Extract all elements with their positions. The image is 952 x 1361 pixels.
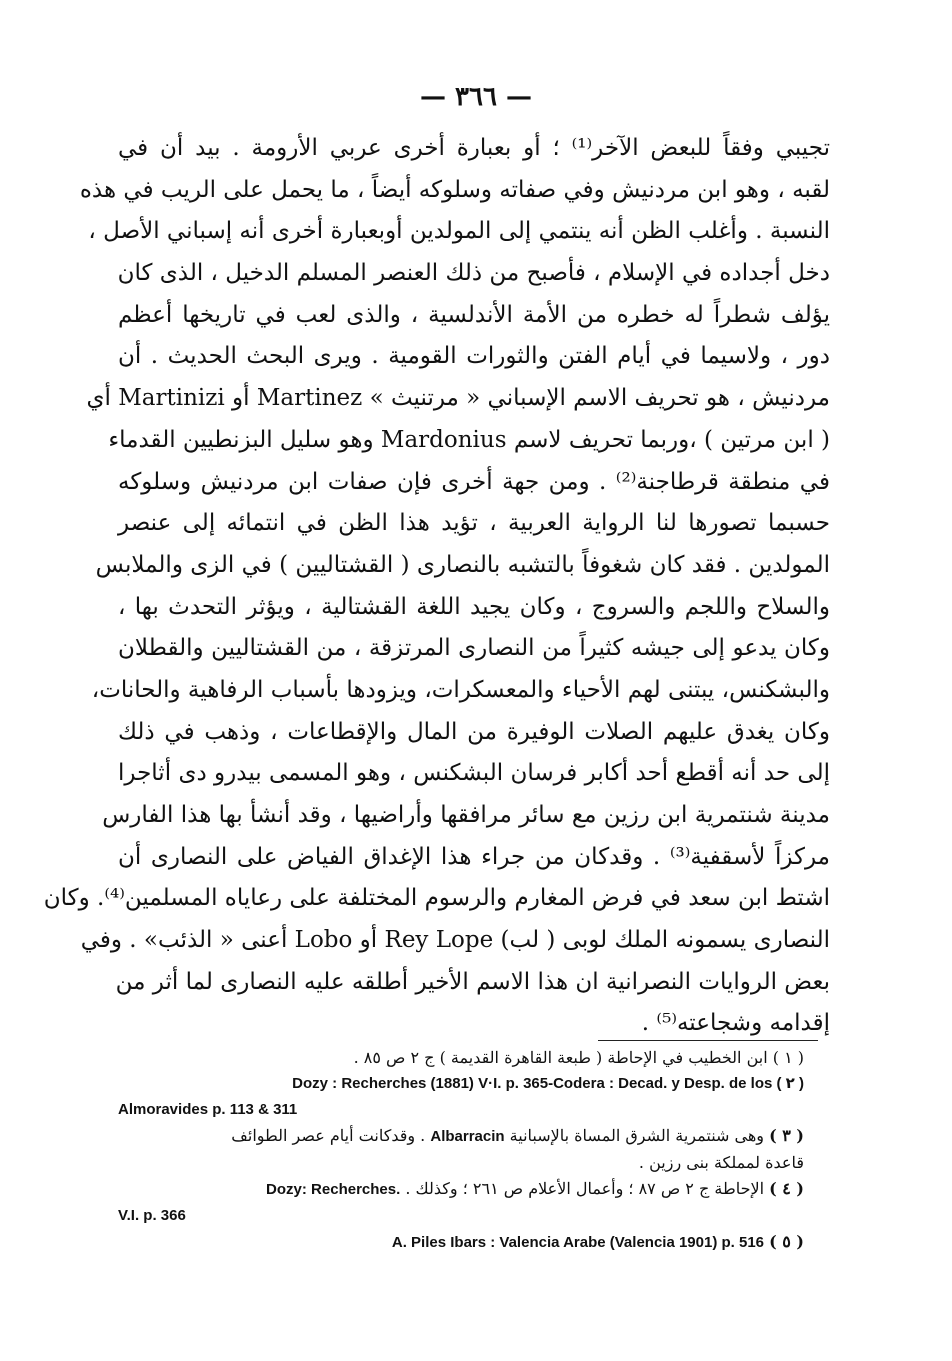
text-line-12: والسلاح واللجم والسروج ، وكان يجيد اللغة القشتالية ، ويؤثر التحدث بها ،	[118, 593, 830, 620]
text-line-18: مركزاً لأسقفية⁽³⁾ . وقدكان من جراء هذا الإغداق الفياض على النصارى أن	[118, 843, 830, 870]
text-line-16: إلى حد أنه أقطع أحد أكابر فرسان البشكنس ، وهو المسمى بيدرو دى أثاجرا	[118, 760, 830, 787]
footnote-3-text-a: وهى شنتمرية الشرق المساة بالإسبانية	[509, 1126, 765, 1145]
footnote-1: ( ١ ) ابن الخطيب في الإحاطة ( طبعة القاهرة القديمة ) ج ٢ ص ٨٥ .	[353, 1048, 804, 1067]
main-text	[43, 128, 830, 1045]
text-line-7: مردنيش ، هو تحريف الاسم الإسباني « مرتنيث » Martinez أو Martinizi أي	[86, 385, 830, 412]
text-line-14: والبشكنس، يبتنى لهم الأحياء والمعسكرات، ويزودها بأسباب الرفاهية والحانات،	[91, 676, 830, 703]
text-line-17: مدينة شنتمرية ابن رزين مع سائر مرافقها وأراضيها ، وقد أنشأ بها هذا الفارس	[102, 802, 830, 828]
footnote-2-line-2: Almoravides p. 113 & 311	[118, 1101, 298, 1118]
text-line-11: المولدين . فقد كان شغوفاً بالتشبه بالنصارى ( القشتاليين ) في الزى والملابس	[95, 551, 830, 578]
page-number: — ٣٦٦ —	[419, 82, 533, 112]
text-line-3: النسبة . وأغلب الظن أنه ينتمي إلى المولدين أوبعبارة أخرى أنه إسباني الأصل ،	[88, 218, 830, 245]
text-line-1: تجيبي وفقاً للبعض الآخر⁽¹⁾ ؛ أو بعبارة أخرى عربي الأرومة . بيد أن في	[118, 135, 830, 161]
text-line-9: في منطقة قرطاجنة⁽²⁾ . ومن جهة أخرى فإن صفات ابن مردنيش وسلوكه	[118, 468, 830, 495]
footnote-4-number: ( ٤ )	[769, 1179, 804, 1198]
text-line-10: حسبما تصورها لنا الرواية العربية ، تؤيد هذا الظن في انتمائه إلى عنصر	[118, 510, 830, 537]
footnote-3-line-2: قاعدة لمملكة بنى رزين .	[638, 1153, 804, 1172]
footnote-5-number: ( ٥ )	[769, 1232, 804, 1251]
footnote-5	[118, 1229, 804, 1256]
text-line-8: ( ابن مرتين ) ،وربما تحريف لاسم Mardonius وهو سليل البزنطيين القدماء	[108, 426, 830, 453]
footnote-2-line-1: Dozy : Recherches (1881) V·I. p. 365-Codera : Decad. y Desp. de los ( ٢ )	[292, 1075, 804, 1092]
text-line-6: دور ، ولاسيما في أيام الفتن والثورات القومية . ويرى البحث الحديث . أن	[118, 343, 830, 370]
footnote-separator	[598, 1040, 818, 1041]
text-line-22: إقدامه وشجاعته⁽⁵⁾ .	[641, 1010, 830, 1037]
footnote-4-latin: Dozy: Recherches.	[266, 1181, 401, 1198]
text-line-15: وكان يغدق عليهم الصلات الوفيرة من المال والإقطاعات ، وذهب في ذلك	[118, 718, 830, 745]
text-line-5: يؤلف شطراً له خطره من الأمة الأندلسية ، والذى لعب في تاريخها أعظم	[118, 301, 830, 328]
footnote-3-latin: Albarracin	[430, 1128, 505, 1145]
footnote-3-line-1	[118, 1123, 804, 1150]
footnote-5-latin: A. Piles Ibars : Valencia Arabe (Valencia 1901) p. 516	[391, 1234, 765, 1251]
footnote-4-line-2: V.I. p. 366	[118, 1207, 186, 1224]
text-line-4: دخل أجداده في الإسلام ، فأصبح من ذلك العنصر المسلم الدخيل ، الذى كان	[117, 260, 830, 287]
footnote-3-text-b: . وقدكانت أيام عصر الطوائف	[231, 1126, 426, 1145]
footnote-4-text: الإحاطة ج ٢ ص ٨٧ ؛ وأعمال الأعلام ص ٢٦١ ؛ وكذلك .	[405, 1179, 765, 1198]
text-line-20: النصارى يسمونه الملك لوبى ( لب) Rey Lope أو Lobo أعنى « الذئب» . وفي	[80, 927, 830, 954]
text-line-13: وكان يدعو إلى جيشه كثيراً من النصارى المرتزقة ، من القشتاليين والقطلان	[118, 635, 830, 662]
text-line-21: بعض الروايات النصرانية ان هذا الاسم الأخير أطلقه عليه النصارى لما أثر من	[115, 968, 830, 995]
footnotes	[118, 1045, 804, 1256]
text-line-2: لقبه ، وهو ابن مردنيش وفي صفاته وسلوكه أيضاً ، ما يحمل على الريب في هذه	[79, 176, 830, 203]
footnote-4-line-1	[118, 1176, 804, 1203]
text-line-19: اشتط ابن سعد في فرض المغارم والرسوم المختلفة على رعاياه المسلمين⁽⁴⁾. وكان	[43, 885, 830, 912]
footnote-3-number: ( ٣ )	[769, 1126, 804, 1145]
